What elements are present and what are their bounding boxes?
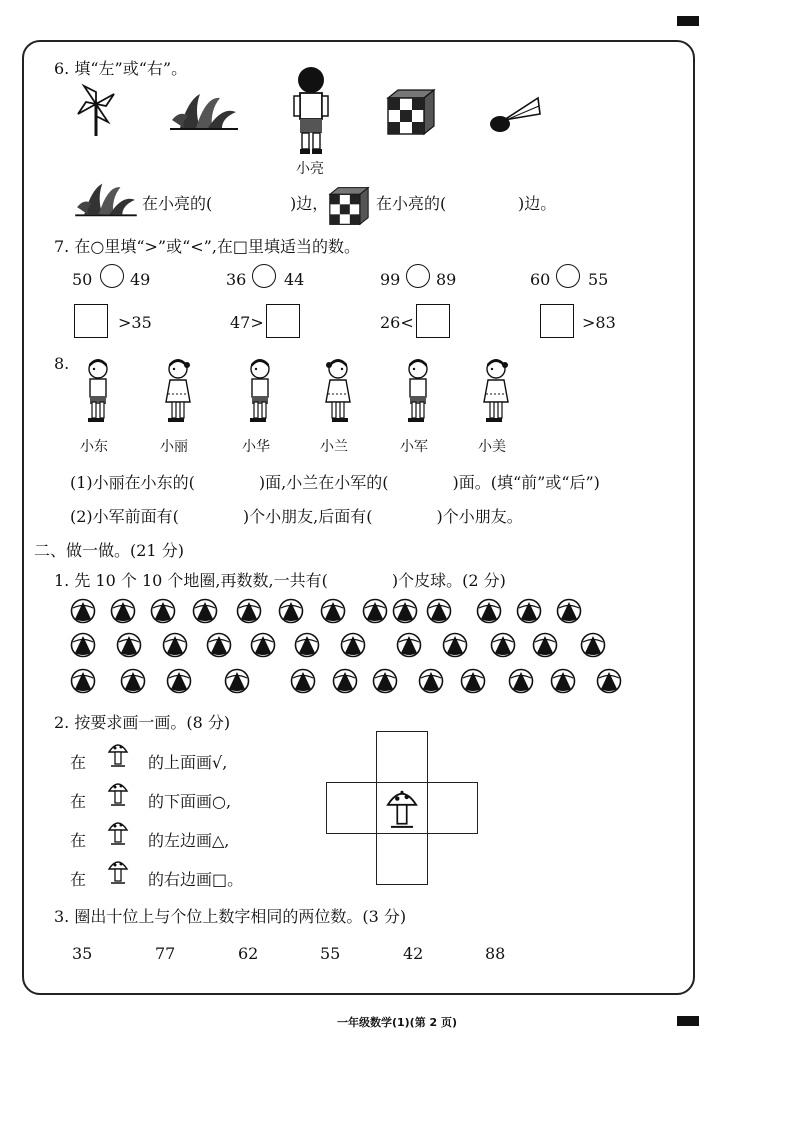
q6-sentence2-suffix: )边。: [518, 194, 557, 213]
q7-compare-2-circle[interactable]: [252, 264, 276, 288]
q3-number-5[interactable]: 42: [403, 944, 424, 963]
q7-fill-3-before: 26<: [380, 313, 414, 332]
grid-cell-right[interactable]: [427, 782, 478, 834]
ball-icon[interactable]: [340, 632, 366, 658]
ball-icon[interactable]: [596, 668, 622, 694]
q6-sentence2-prefix: 在小亮的(: [376, 194, 447, 213]
grid-cell-top[interactable]: [376, 731, 428, 783]
q2-line3-post: 的左边画△,: [148, 831, 230, 850]
ball-icon[interactable]: [580, 632, 606, 658]
ball-icon[interactable]: [362, 598, 388, 624]
xiaoliang-label: 小亮: [296, 161, 324, 177]
ball-icon[interactable]: [70, 632, 96, 658]
q7-compare-3-left: 99: [380, 270, 401, 289]
ball-icon[interactable]: [162, 632, 188, 658]
ball-icon[interactable]: [508, 668, 534, 694]
q3-number-6[interactable]: 88: [485, 944, 506, 963]
kid-name-4: 小兰: [320, 439, 348, 455]
q2-line4-post: 的右边画□。: [148, 870, 244, 889]
kid-figure-3: [240, 358, 280, 426]
registration-mark-top: [677, 16, 699, 26]
q7-fill-3-box[interactable]: [416, 304, 450, 338]
q2-line4-pre: 在: [70, 870, 87, 889]
ball-icon[interactable]: [556, 598, 582, 624]
ball-icon[interactable]: [206, 632, 232, 658]
q3-number-2[interactable]: 77: [155, 944, 176, 963]
mushroom-icon-3: [107, 818, 129, 846]
kid-figure-2: [158, 358, 198, 426]
kid-name-2: 小丽: [160, 439, 188, 455]
s2-q3-text: 3. 圈出十位上与个位上数字相同的两位数。(3 分): [54, 907, 407, 926]
pinwheel-icon: [74, 80, 118, 138]
q7-compare-4-left: 60: [530, 270, 551, 289]
ball-icon[interactable]: [392, 598, 418, 624]
page-footer: 一年级数学(1)(第 2 页): [336, 1016, 458, 1029]
q2-line3-pre: 在: [70, 831, 87, 850]
ball-icon[interactable]: [250, 632, 276, 658]
q7-fill-2-box[interactable]: [266, 304, 300, 338]
grid-cell-bottom[interactable]: [376, 833, 428, 885]
q7-compare-1-circle[interactable]: [100, 264, 124, 288]
ball-icon[interactable]: [116, 632, 142, 658]
section2-heading: 二、做一做。(21 分): [34, 541, 184, 560]
q7-compare-3-circle[interactable]: [406, 264, 430, 288]
q7-fill-2-before: 47>: [230, 313, 264, 332]
q8-line1: (1)小丽在小东的( )面,小兰在小军的( )面。(填“前”或“后”): [70, 473, 600, 492]
kid-name-3: 小华: [242, 439, 270, 455]
q2-line2-post: 的下面画○,: [148, 792, 232, 811]
q7-compare-4-right: 55: [588, 270, 609, 289]
kid-name-1: 小东: [80, 439, 108, 455]
q2-line1-post: 的上面画√,: [148, 753, 228, 772]
kid-name-5: 小军: [400, 439, 428, 455]
kid-figure-5: [398, 358, 438, 426]
q7-compare-2-right: 44: [284, 270, 305, 289]
mushroom-icon-1: [107, 740, 129, 768]
ball-icon[interactable]: [550, 668, 576, 694]
ball-icon[interactable]: [120, 668, 146, 694]
ball-icon[interactable]: [442, 632, 468, 658]
q6-sentence1-suffix: )边，: [290, 194, 329, 213]
q6-title: 6. 填“左”或“右”。: [54, 59, 188, 78]
ball-icon[interactable]: [290, 668, 316, 694]
ball-icon[interactable]: [278, 598, 304, 624]
ball-icon[interactable]: [224, 668, 250, 694]
ball-icon[interactable]: [372, 668, 398, 694]
kid-name-6: 小美: [478, 439, 506, 455]
q7-compare-3-right: 89: [436, 270, 457, 289]
q7-compare-2-left: 36: [226, 270, 247, 289]
mushroom-icon-2: [107, 779, 129, 807]
ball-icon[interactable]: [396, 632, 422, 658]
grass-small-icon: [74, 180, 138, 218]
rubiks-cube-icon: [386, 88, 436, 136]
ball-icon[interactable]: [332, 668, 358, 694]
q7-fill-4-box[interactable]: [540, 304, 574, 338]
kid-figure-1: [78, 358, 118, 426]
q7-compare-4-circle[interactable]: [556, 264, 580, 288]
ball-icon[interactable]: [320, 598, 346, 624]
ball-icon[interactable]: [236, 598, 262, 624]
kid-figure-6: [476, 358, 516, 426]
kid-figure-4: [318, 358, 358, 426]
ball-icon[interactable]: [150, 598, 176, 624]
q2-line2-pre: 在: [70, 792, 87, 811]
q7-fill-1-box[interactable]: [74, 304, 108, 338]
shuttlecock-icon: [488, 94, 542, 136]
ball-icon[interactable]: [294, 632, 320, 658]
q3-number-4[interactable]: 55: [320, 944, 341, 963]
ball-icon[interactable]: [70, 598, 96, 624]
ball-icon[interactable]: [70, 668, 96, 694]
s2-q1-text: 1. 先 10 个 10 个地圈,再数数,一共有( )个皮球。(2 分): [54, 571, 506, 590]
q7-compare-1-right: 49: [130, 270, 151, 289]
q6-sentence1-prefix: 在小亮的(: [142, 194, 213, 213]
ball-icon[interactable]: [166, 668, 192, 694]
q7-compare-1-left: 50: [72, 270, 93, 289]
ball-icon[interactable]: [476, 598, 502, 624]
ball-icon[interactable]: [418, 668, 444, 694]
boy-xiaoliang-icon: [291, 66, 331, 156]
ball-icon[interactable]: [460, 668, 486, 694]
ball-icon[interactable]: [516, 598, 542, 624]
ball-icon[interactable]: [490, 632, 516, 658]
ball-icon[interactable]: [532, 632, 558, 658]
q8-line2: (2)小军前面有( )个小朋友,后面有( )个小朋友。: [70, 507, 523, 526]
q3-number-3[interactable]: 62: [238, 944, 259, 963]
ball-icon[interactable]: [426, 598, 452, 624]
q8-number: 8.: [54, 354, 70, 373]
s2-q2-text: 2. 按要求画一画。(8 分): [54, 713, 231, 732]
mushroom-center-icon: [384, 786, 420, 830]
q3-number-1[interactable]: 35: [72, 944, 93, 963]
rubiks-cube-small-icon: [328, 186, 370, 226]
grass-icon: [170, 90, 238, 132]
grid-cell-left[interactable]: [326, 782, 377, 834]
ball-icon[interactable]: [110, 598, 136, 624]
q2-line1-pre: 在: [70, 753, 87, 772]
q7-fill-1-after: >35: [118, 313, 152, 332]
q7-title: 7. 在○里填“>”或“<”,在□里填适当的数。: [54, 237, 361, 256]
ball-icon[interactable]: [192, 598, 218, 624]
mushroom-icon-4: [107, 857, 129, 885]
q7-fill-4-after: >83: [582, 313, 616, 332]
